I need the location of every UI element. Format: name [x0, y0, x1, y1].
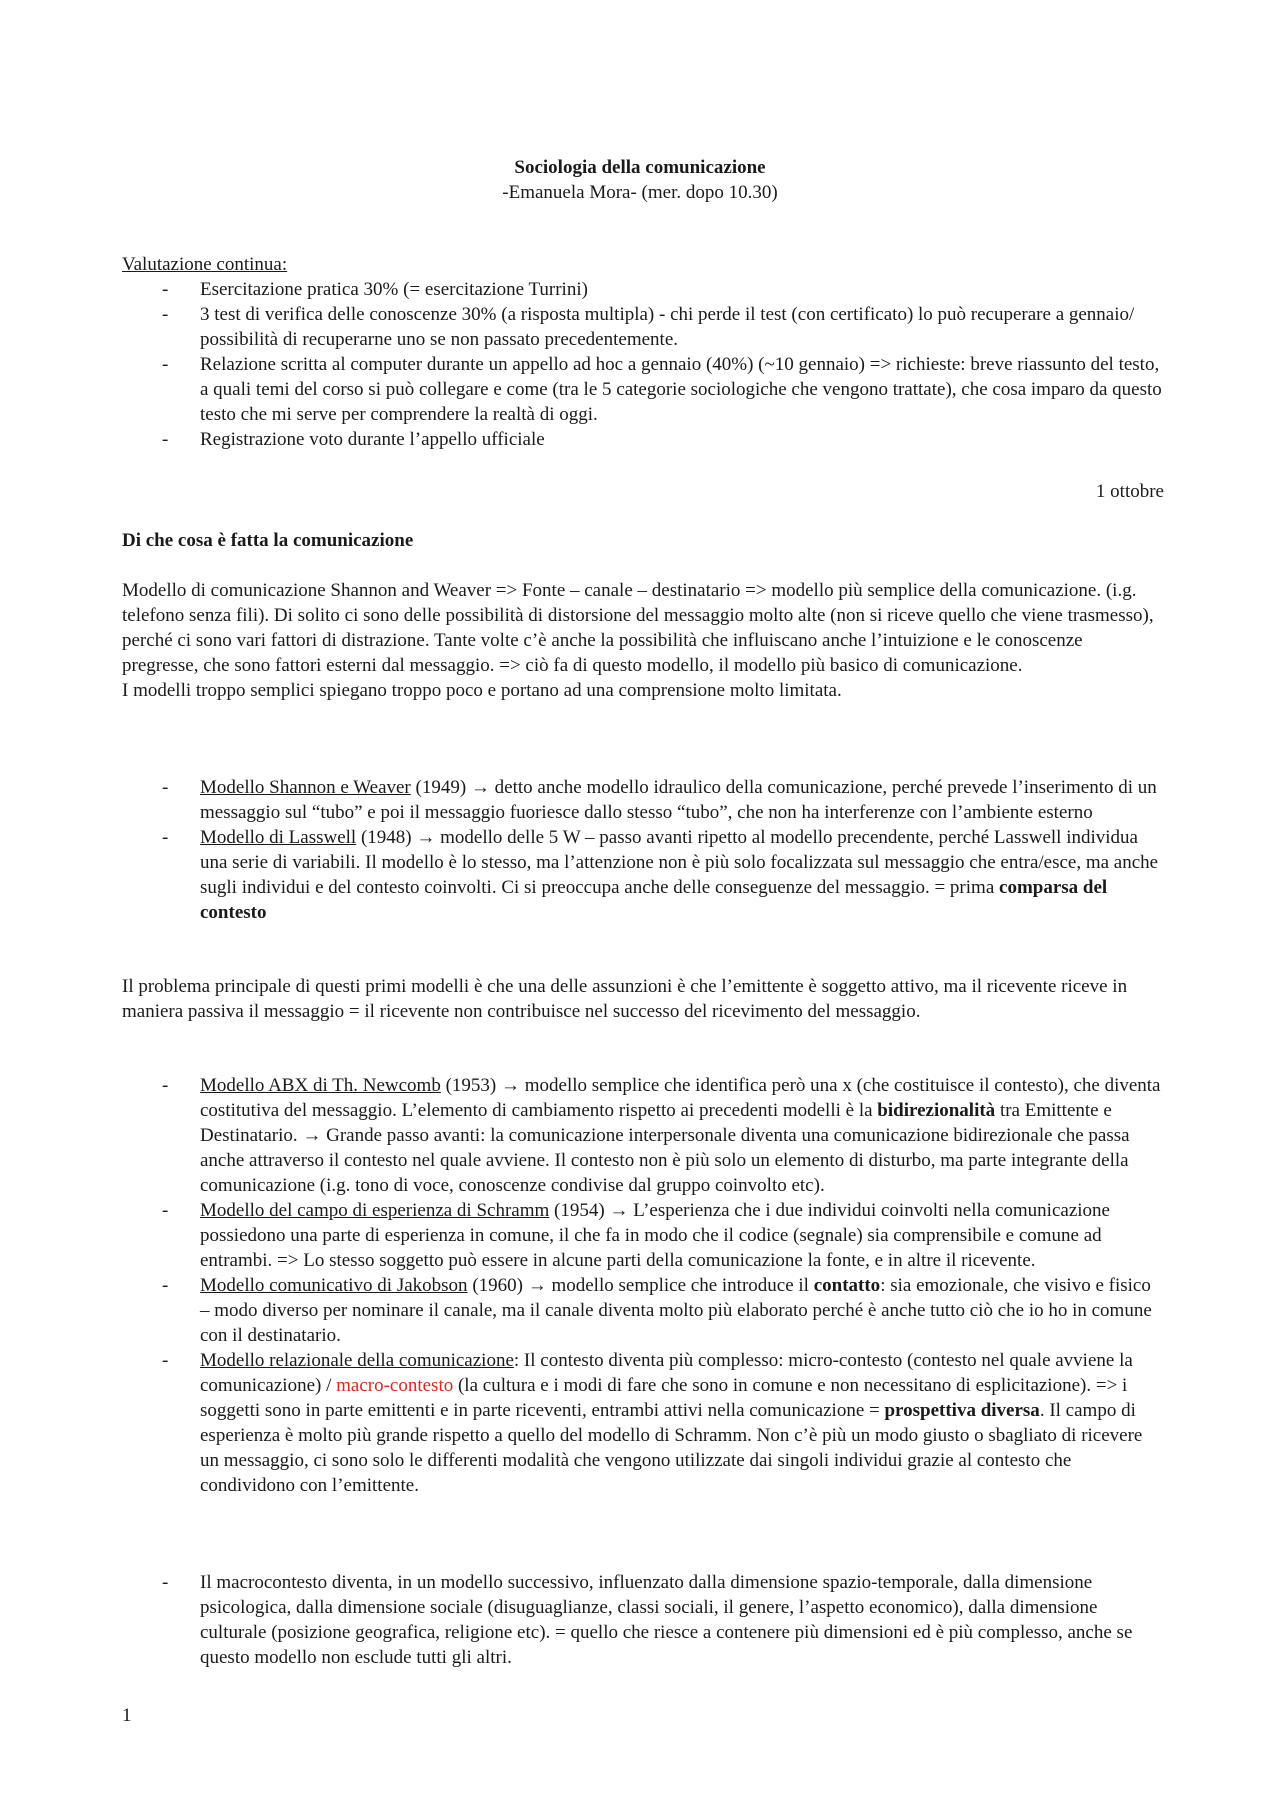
model-name: Modello comunicativo di Jakobson: [200, 1275, 468, 1296]
model-name: Modello relazionale della comunicazione: [200, 1350, 514, 1371]
list-item: - Modello ABX di Th. Newcomb (1953) → modello semplice che identifica però una x (che costituisce il contesto), che diventa costitutiva del messaggio. L’elemento di cambiamento rispetto ai precedenti modelli è la bidirezionalità tra Emittente e Destinatario. → Grande passo avanti: la comunicazione interpersonale diventa una comunicazione bidirezionale che passa anche attraverso il contesto nel quale avviene. Il contesto non è più solo un elemento di disturbo, ma parte integrante della comunicazione (i.g. tono di voce, conoscenze condivise dal gruppo coinvolto etc).: [162, 1075, 1161, 1196]
valutazione-heading: Valutazione continua:: [122, 254, 288, 275]
list-item: - 3 test di verifica delle conoscenze 30% (a risposta multipla) - chi perde il test (con certificato) lo può recuperare a gennaio/ possibilità di recuperarne uno se non passato precedentemente.: [162, 304, 1135, 350]
list-item: - Registrazione voto durante l’appello ufficiale: [162, 429, 545, 450]
intro-paragraph: [122, 578, 1162, 703]
models-list-1: [122, 775, 1162, 925]
model-name: Modello di Lasswell: [200, 827, 357, 848]
section-heading: Di che cosa è fatta la comunicazione: [122, 530, 414, 551]
bullet-dash: -: [162, 1075, 169, 1096]
list-item: - Modello comunicativo di Jakobson (1960) → modello semplice che introduce il contatto: sia emozionale, che visivo e fisico – modo diverso per nominare il canale, ma il canale diventa molto più elaborato perché è anche tutto ciò che io ho in comune con il destinatario.: [162, 1275, 1152, 1346]
document-subtitle: -Emanuela Mora- (mer. dopo 10.30): [502, 182, 778, 203]
highlighted-term: macro-contesto: [336, 1375, 454, 1396]
bullet-dash: -: [162, 354, 169, 375]
list-item: - Modello Shannon e Weaver (1949) → detto anche modello idraulico della comunicazione, perché prevede l’inserimento di un messaggio sul “tubo” e poi il messaggio fuoriesce dallo stesso “tubo”, che non ha interferenze con l’ambiente esterno: [162, 777, 1157, 823]
model-name: Modello Shannon e Weaver: [200, 777, 411, 798]
list-item: - Esercitazione pratica 30% (= esercitazione Turrini): [162, 279, 588, 300]
valutazione-section: [122, 252, 1162, 452]
document-title: Sociologia della comunicazione: [514, 157, 766, 178]
bullet-dash: -: [162, 777, 169, 798]
list-item: - Relazione scritta al computer durante un appello ad hoc a gennaio (40%) (~10 gennaio) => richieste: breve riassunto del testo, a quali temi del corso si può collegare e come (tra le 5 categorie sociologiche che vengono trattate), che cosa imparo da questo testo che mi serve per comprendere la realtà di oggi.: [162, 354, 1162, 425]
bullet-dash: -: [162, 827, 169, 848]
bullet-dash: -: [162, 1200, 169, 1221]
models-list-2: [122, 1073, 1162, 1498]
model-name: Modello del campo di esperienza di Schramm: [200, 1200, 550, 1221]
paragraph: Il problema principale di questi primi modelli è che una delle assunzioni è che l’emittente è soggetto attivo, ma il ricevente riceve in maniera passiva il messaggio = il ricevente non contribuisce nel successo del ricevimento del messaggio.: [122, 976, 1128, 1022]
list-item: - Modello relazionale della comunicazione: Il contesto diventa più complesso: micro-contesto (contesto nel quale avviene la comunicazione) / macro-contesto (la cultura e i modi di fare che sono in comune e non necessitano di esplicitazione). => i soggetti sono in parte emittenti e in parte riceventi, entrambi attivi nella comunicazione = prospettiva diversa. Il campo di esperienza è molto più grande rispetto a quello del modello di Schramm. Non c’è più un modo giusto o sbagliato di ricevere un messaggio, ci sono solo le differenti modalità che vengono utilizzate dai singoli individui grazie al contesto che condividono con l’emittente.: [162, 1350, 1143, 1496]
page-number: 1: [122, 1705, 132, 1726]
list-item: - Il macrocontesto diventa, in un modello successivo, influenzato dalla dimensione spazio-temporale, dalla dimensione psicologica, dalla dimensione sociale (disuguaglianze, classi sociali, il genere, l’aspetto economico), dalla dimensione culturale (posizione geografica, religione etc). = quello che riesce a contenere più dimensioni ed è più complesso, anche se questo modello non esclude tutti gli altri.: [162, 1572, 1133, 1668]
paragraph: Modello di comunicazione Shannon and Weaver => Fonte – canale – destinatario => modello più semplice della comunicazione. (i.g. telefono senza fili). Di solito ci sono delle possibilità di distorsione del messaggio molto alte (non si riceve quello che viene trasmesso), perché ci sono vari fattori di distrazione. Tante volte c’è anche la possibilità che influiscano anche l’intuizione e le conoscenze pregresse, che sono fattori esterni dal messaggio. => ciò fa di questo modello, il modello più basico di comunicazione.: [122, 580, 1154, 676]
bullet-dash: -: [162, 1572, 169, 1593]
paragraph: I modelli troppo semplici spiegano troppo poco e portano ad una comprensione molto limitata.: [122, 680, 842, 701]
bullet-dash: -: [162, 279, 169, 300]
bullet-dash: -: [162, 429, 169, 450]
bullet-dash: -: [162, 1350, 169, 1371]
list-item: - Modello del campo di esperienza di Schramm (1954) → L’esperienza che i due individui coinvolti nella comunicazione possiedono una parte di esperienza in comune, il che fa in modo che il codice (segnale) sia comprensibile e comune ad entrambi. => Lo stesso soggetto può essere in alcune parti della comunicazione la fonte, e in altre il ricevente.: [162, 1200, 1110, 1271]
model-name: Modello ABX di Th. Newcomb: [200, 1075, 441, 1096]
bullet-dash: -: [162, 1275, 169, 1296]
bullet-dash: -: [162, 304, 169, 325]
macro-list: [122, 1570, 1162, 1670]
date-label: 1 ottobre: [1095, 481, 1164, 502]
list-item: - Modello di Lasswell (1948) → modello delle 5 W – passo avanti ripetto al modello precendente, perché Lasswell individua una serie di variabili. Il modello è lo stesso, ma l’attenzione non è più solo focalizzata sul messaggio che entra/esce, ma anche sugli individui e del contesto coinvolti. Ci si preoccupa anche delle conseguenze del messaggio. = prima comparsa del contesto: [162, 827, 1159, 923]
